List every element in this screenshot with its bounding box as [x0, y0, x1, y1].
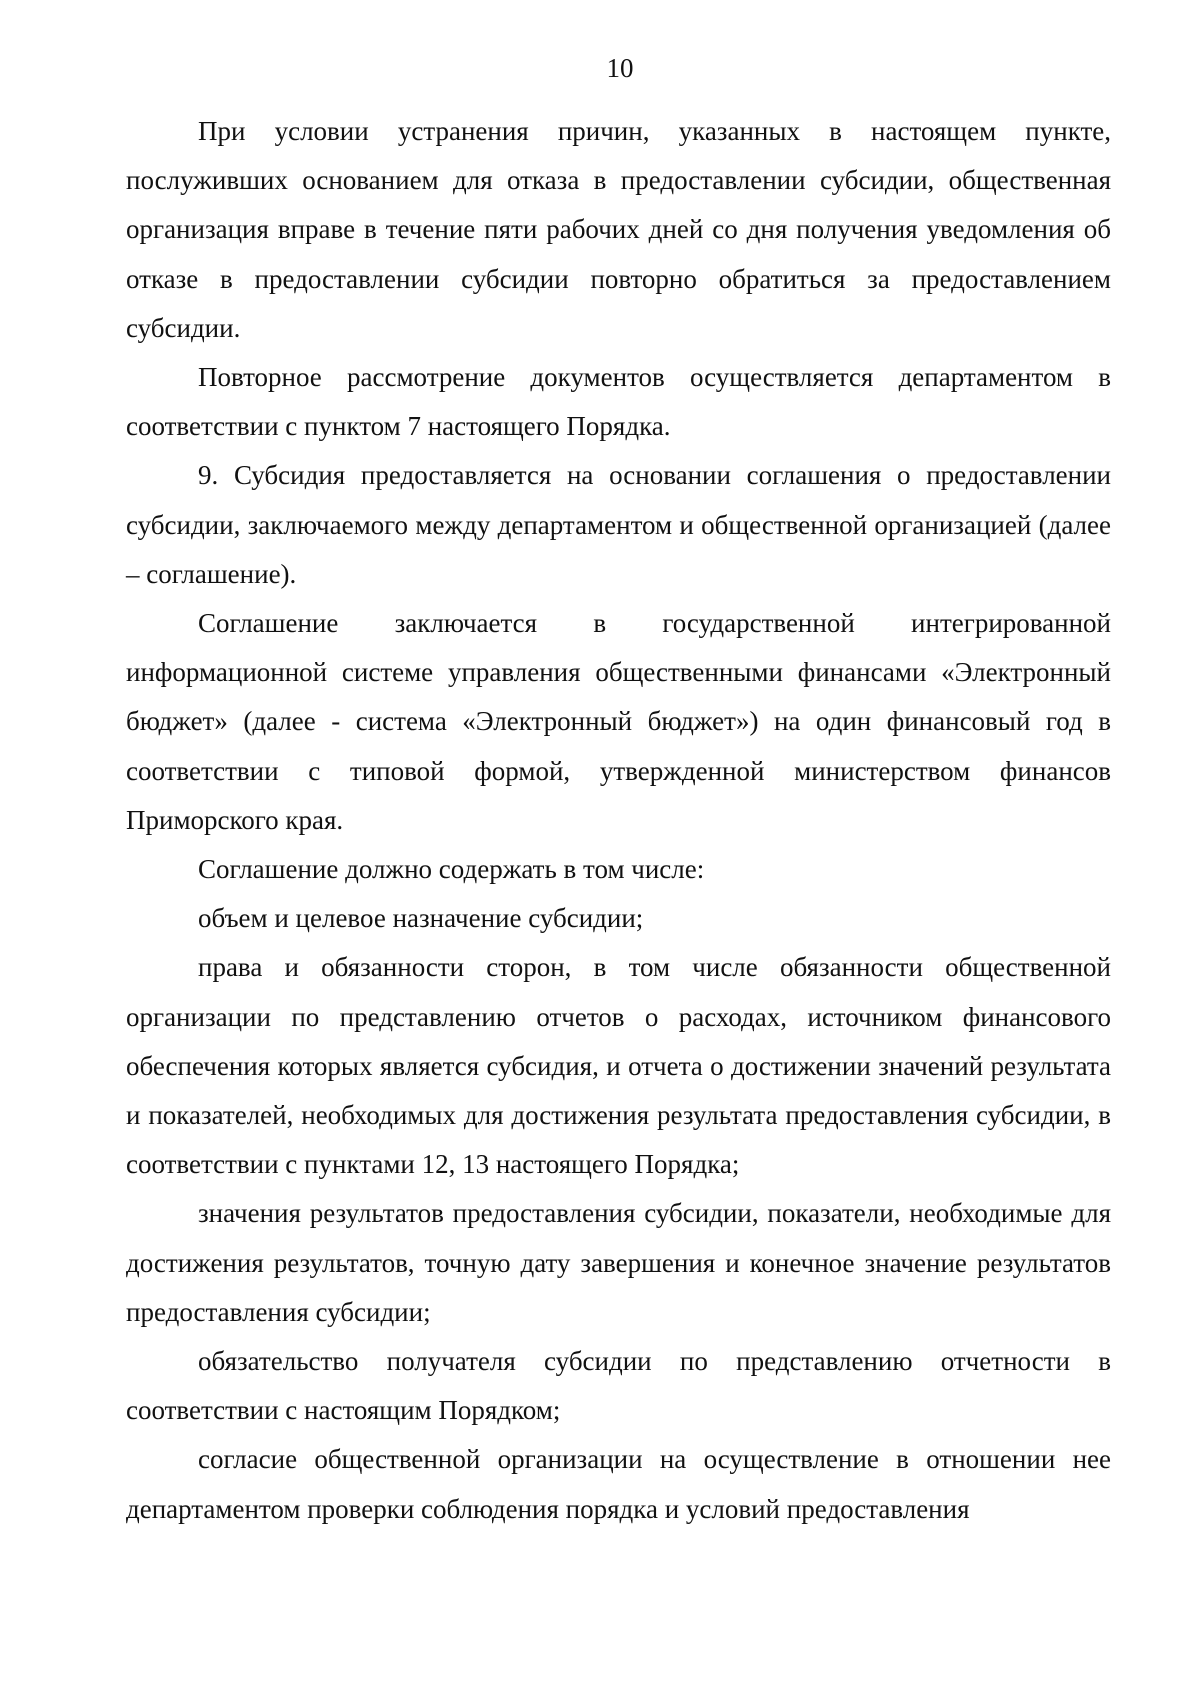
- list-item-inspection-consent: согласие общественной организации на осуществление в отношении нее департаментом проверки соблюдения порядка и условий предоставления: [126, 1444, 1111, 1524]
- paragraph-repeat-application: При условии устранения причин, указанных в настоящем пункте, послуживших основанием для отказа в предоставлении субсидии, общественная организация вправе в течение пяти рабочих дней со дня получения уведомления об отказе в предоставлении субсидии повторно обратиться за предоставлением субсидии.: [126, 116, 1111, 343]
- list-item-volume-purpose: объем и целевое назначение субсидии;: [198, 903, 644, 934]
- document-body: [126, 107, 1111, 1534]
- list-item-result-values: значения результатов предоставления субсидии, показатели, необходимые для достижения результатов, точную дату завершения и конечное значение результатов предоставления субсидии;: [126, 1198, 1111, 1327]
- paragraph-agreement-contents: Соглашение должно содержать в том числе:: [198, 854, 705, 885]
- list-item-rights-obligations: права и обязанности сторон, в том числе обязанности общественной организации по представлению отчетов о расходах, источником финансового обеспечения которых является субсидия, и отчета о достижении значений результата и показателей, необходимых для достижения результата предоставления субсидии, в соответствии с пунктами 12, 13 настоящего Порядка;: [126, 952, 1111, 1180]
- paragraph-item-9-agreement: 9. Субсидия предоставляется на основании соглашения о предоставлении субсидии, заключаемого между департаментом и общественной организацией (далее – соглашение).: [126, 460, 1111, 589]
- paragraph-electronic-budget: Соглашение заключается в государственной интегрированной информационной системе управления общественными финансами «Электронный бюджет» (далее - система «Электронный бюджет») на один финансовый год в соответствии с типовой формой, утвержденной министерством финансов Приморского края.: [126, 608, 1111, 835]
- list-item-reporting-obligation: обязательство получателя субсидии по представлению отчетности в соответствии с настоящим Порядком;: [126, 1346, 1111, 1426]
- paragraph-repeat-review: Повторное рассмотрение документов осуществляется департаментом в соответствии с пунктом 7 настоящего Порядка.: [126, 362, 1111, 442]
- page-number: 10: [606, 53, 634, 83]
